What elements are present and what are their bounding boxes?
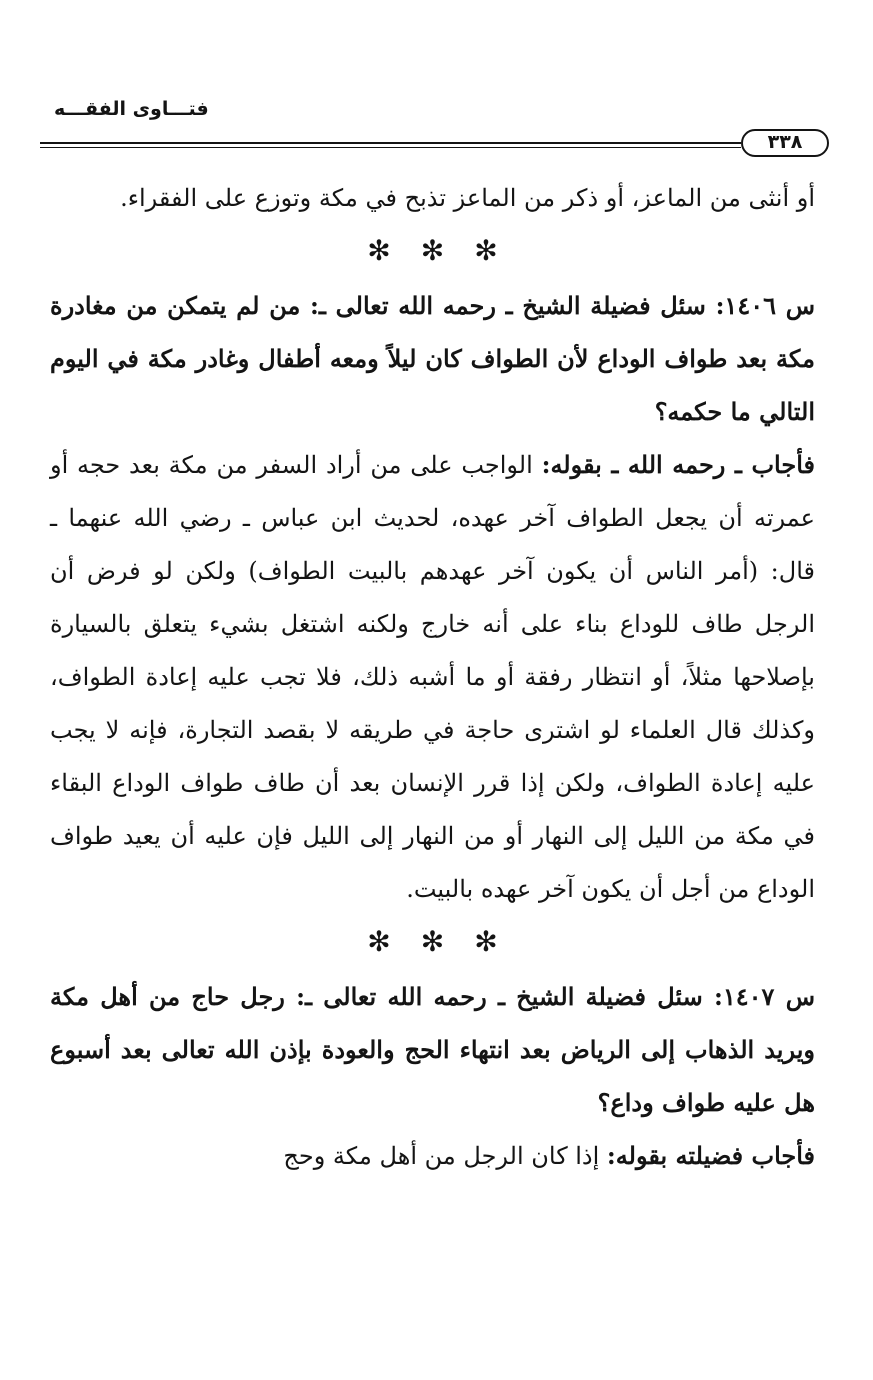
question-text: سئل فضيلة الشيخ ـ رحمه الله تعالى ـ: من لم يتمكن من مغادرة مكة بعد طواف الوداع لأن الطواف كان ليلاً ومعه أطفال وغادر مكة في اليوم التالي ما حكمه؟ (50, 291, 815, 426)
question-number: س ١٤٠٧: (714, 982, 815, 1011)
star-ornament-icon: ✻ (367, 234, 421, 267)
answer-label: فأجاب فضيلته بقوله: (606, 1141, 815, 1170)
question-1407 (50, 970, 815, 1129)
page-content (50, 172, 815, 1183)
question-text: سئل فضيلة الشيخ ـ رحمه الله تعالى ـ: رجل حاج من أهل مكة ويريد الذهاب إلى الرياض بعد انتهاء الحج والعودة بإذن الله تعالى بعد أسبوع هل عليه طواف وداع؟ (50, 982, 815, 1117)
answer-text: الواجب على من أراد السفر من مكة بعد حجه أو عمرته أن يجعل الطواف آخر عهده، لحديث ابن عباس ـ رضي الله عنهما ـ قال: (أمر الناس أن يكون آخر عهدهم بالبيت الطواف) ولكن لو فرض أن الرجل طاف للوداع بناء على أنه خارج ولكنه اشتغل بشيء يتعلق بالسيارة بإصلاحها مثلاً، أو انتظار رفقة أو ما أشبه ذلك، فلا تجب عليه إعادة الطواف، وكذلك قال العلماء لو اشترى حاجة في طريقه لا بقصد التجارة، فإنه لا يجب عليه إعادة الطواف، ولكن إذا قرر الإنسان بعد أن طاف طواف الوداع البقاء في مكة من الليل إلى النهار أو من النهار إلى الليل فإن عليه أن يعيد طواف الوداع من أجل أن يكون آخر عهده بالبيت. (50, 451, 815, 903)
answer-1407 (50, 1129, 815, 1183)
star-ornament-icon: ✻ (474, 925, 528, 958)
running-title: فتـــاوى الفقـــه (54, 98, 209, 120)
answer-1406 (50, 438, 815, 916)
header-rule (40, 142, 741, 148)
star-ornament-icon: ✻ (420, 925, 475, 958)
page-number: ٣٣٨ (741, 129, 829, 157)
star-ornament-icon: ✻ (367, 925, 421, 958)
answer-text: إذا كان الرجل من أهل مكة وحج (283, 1142, 600, 1170)
question-1406 (50, 279, 815, 438)
question-number: س ١٤٠٦: (715, 291, 815, 320)
star-ornament-icon: ✻ (420, 234, 475, 267)
intro-paragraph: أو أنثى من الماعز، أو ذكر من الماعز تذبح في مكة وتوزع على الفقراء. (120, 184, 815, 212)
section-separator (50, 234, 815, 267)
section-separator (50, 925, 815, 958)
page-header (40, 96, 833, 156)
answer-label: فأجاب ـ رحمه الله ـ بقوله: (541, 450, 815, 479)
star-ornament-icon: ✻ (474, 234, 528, 267)
